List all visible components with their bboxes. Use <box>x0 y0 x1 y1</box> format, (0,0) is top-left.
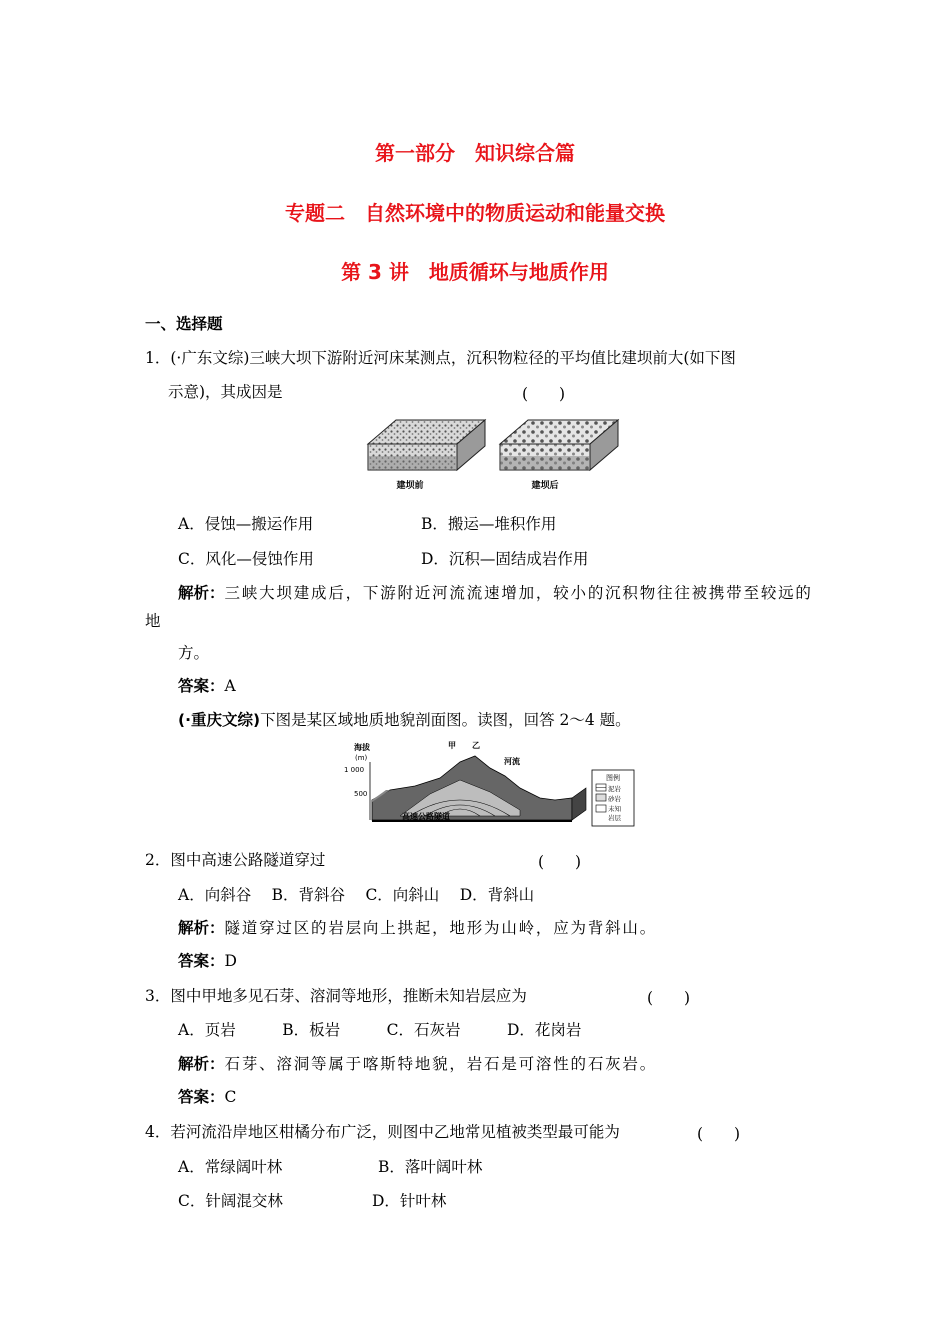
legend-item-sandstone: 砂岩 <box>608 795 621 803</box>
q2-options: A．向斜谷 B．背斜谷 C．向斜山 D．背斜山 <box>178 886 535 904</box>
q1-option-c: C．风化—侵蚀作用 <box>178 550 314 568</box>
label-jia: 甲 <box>448 741 456 750</box>
answer-label: 答案： <box>178 677 225 695</box>
q1-analysis-end: 方。 <box>178 644 210 662</box>
q1-option-b: B．搬运—堆积作用 <box>421 515 557 533</box>
legend-item-unknown: 未知 <box>608 805 621 813</box>
analysis-label: 解析： <box>178 1055 225 1073</box>
q2-stem: 2．图中高速公路隧道穿过 <box>145 851 326 869</box>
legend-item-strata: 岩层 <box>608 814 621 822</box>
y-tick-1000: 1 000 <box>344 766 365 774</box>
q3-options: A．页岩 B．板岩 C．石灰岩 D．花岗岩 <box>178 1021 582 1039</box>
q1-answer-blank: ( ) <box>522 385 566 403</box>
q2-analysis <box>178 918 657 938</box>
q4-option-c: C．针阔混交林 <box>178 1192 283 1210</box>
intro-2-4 <box>178 710 631 730</box>
analysis-text: 石芽、溶洞等属于喀斯特地貌，岩石是可溶性的石灰岩。 <box>224 1055 658 1073</box>
q1-stem-line2: 示意)，其成因是 <box>168 383 283 401</box>
analysis-text: 三峡大坝建成后，下游附近河流流速增加，较小的沉积物往往被携带至较远的 <box>224 584 813 602</box>
label-tunnel: 高速公路隧道 <box>402 812 450 821</box>
block-before <box>368 420 485 470</box>
q4-option-a: A．常绿阔叶林 <box>178 1158 283 1176</box>
q1-answer <box>178 676 236 696</box>
answer-value: A <box>224 677 236 695</box>
q1-option-d: D．沉积—固结成岩作用 <box>421 550 589 568</box>
label-yi: 乙 <box>472 741 480 750</box>
q3-answer-blank: ( ) <box>647 989 691 1007</box>
answer-value: D <box>224 952 237 970</box>
q1-analysis <box>178 583 813 603</box>
q4-stem: 4．若河流沿岸地区柑橘分布广泛，则图中乙地常见植被类型最可能为 <box>145 1123 620 1141</box>
q2-answer <box>178 951 237 971</box>
q1-sediment-figure <box>360 412 630 494</box>
part-title: 第一部分 知识综合篇 <box>375 141 575 165</box>
lecture-title: 第 3 讲 地质循环与地质作用 <box>341 260 609 284</box>
intro-source: (·重庆文综) <box>178 711 261 729</box>
q4-option-b: B．落叶阔叶林 <box>378 1158 483 1176</box>
legend-item-mudstone: 泥岩 <box>608 785 621 793</box>
q3-stem: 3．图中甲地多见石芽、溶洞等地形，推断未知岩层应为 <box>145 987 527 1005</box>
y-axis-unit: (m) <box>355 754 368 762</box>
q4-option-d: D．针叶林 <box>372 1192 447 1210</box>
label-before: 建坝前 <box>396 481 424 491</box>
label-river: 河流 <box>504 757 520 766</box>
y-tick-500: 500 <box>354 790 368 798</box>
q3-answer <box>178 1087 236 1107</box>
intro-text: 下图是某区域地质地貌剖面图。读图，回答 2～4 题。 <box>260 711 631 729</box>
section-heading: 一、选择题 <box>145 315 223 333</box>
analysis-label: 解析： <box>178 919 225 937</box>
analysis-text: 隧道穿过区的岩层向上拱起，地形为山岭，应为背斜山。 <box>224 919 658 937</box>
analysis-label: 解析： <box>178 584 225 602</box>
answer-label: 答案： <box>178 1088 225 1106</box>
label-after: 建坝后 <box>531 481 559 491</box>
q2-answer-blank: ( ) <box>538 853 582 871</box>
q1-option-a: A．侵蚀—搬运作用 <box>178 515 314 533</box>
q1-analysis-wrap: 地 <box>145 612 161 630</box>
block-after <box>500 420 618 470</box>
q4-answer-blank: ( ) <box>697 1125 741 1143</box>
legend-title: 图例 <box>606 774 620 782</box>
q3-analysis <box>178 1054 657 1074</box>
answer-value: C <box>224 1088 237 1106</box>
geology-profile-figure <box>340 740 636 830</box>
q1-stem-line1: 1．(·广东文综)三峡大坝下游附近河床某测点，沉积物粒径的平均值比建坝前大(如下图 <box>145 349 736 367</box>
answer-label: 答案： <box>178 952 225 970</box>
topic-title: 专题二 自然环境中的物质运动和能量交换 <box>285 201 665 225</box>
legend <box>592 770 634 826</box>
y-axis-title: 海拔 <box>354 743 370 752</box>
